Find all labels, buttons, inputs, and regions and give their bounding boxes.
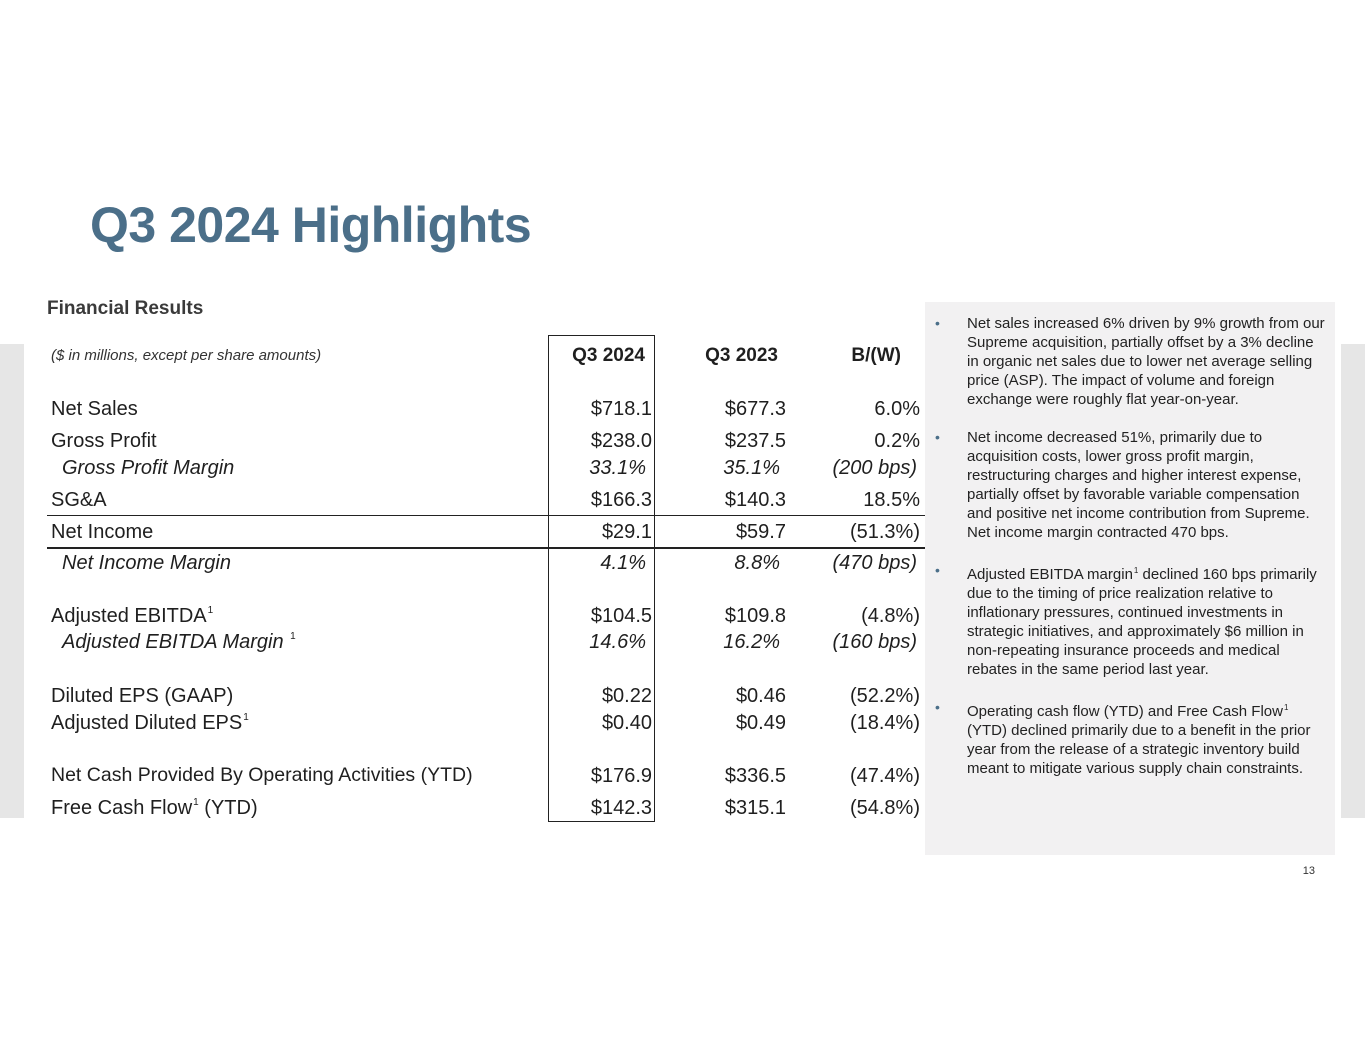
commentary-bullet-adjusted-ebitda: [967, 561, 1325, 679]
commentary-ebitda-lead: Adjusted EBITDA margin: [967, 566, 1133, 583]
diluted-eps-q3-2023: $0.46: [735, 685, 786, 707]
adjusted-diluted-eps-change: (18.4%): [849, 712, 920, 734]
row-label-net-income: Net Income: [51, 521, 154, 543]
left-decorative-band: [0, 344, 24, 818]
commentary-bullet-cash-flow: [967, 698, 1325, 778]
free-cash-flow-label-text: Free Cash Flow: [51, 797, 193, 819]
footnote-marker: 1: [1283, 703, 1289, 712]
column-header-q3-2024: Q3 2024: [572, 345, 645, 366]
row-label-gross-profit-margin: Gross Profit Margin: [62, 457, 235, 479]
net-income-margin-change: (470 bps): [832, 552, 917, 574]
net-income-q3-2023: $59.7: [735, 521, 786, 543]
net-income-top-rule: [47, 515, 925, 516]
adjusted-ebitda-margin-q3-2024: 14.6%: [589, 631, 646, 653]
net-income-bottom-rule: [47, 547, 925, 549]
units-note: ($ in millions, except per share amounts): [51, 347, 322, 364]
operating-cash-flow-change: (47.4%): [849, 765, 920, 787]
free-cash-flow-change: (54.8%): [849, 797, 920, 819]
footnote-marker: 1: [207, 605, 214, 616]
row-label-net-income-margin: Net Income Margin: [62, 552, 231, 574]
footnote-marker: 1: [243, 712, 249, 723]
free-cash-flow-q3-2023: $315.1: [724, 797, 786, 819]
section-title: Financial Results: [47, 298, 204, 319]
net-income-margin-q3-2023: 8.8%: [734, 552, 780, 574]
operating-cash-flow-q3-2024: $176.9: [590, 765, 652, 787]
adjusted-ebitda-margin-change: (160 bps): [832, 631, 917, 653]
sga-q3-2024: $166.3: [590, 489, 652, 511]
page-number: 13: [1302, 865, 1315, 877]
operating-cash-flow-q3-2023: $336.5: [724, 765, 786, 787]
commentary-ebitda-rest: declined 160 bps primarily due to the timing of price realization relative to inflationary pressures, continued investments in strategic initiatives, and approximately $6 million in non-repeating insurance proceeds and medical rebates in the same period last year.: [967, 566, 1317, 678]
adjusted-diluted-eps-q3-2024: $0.40: [601, 712, 652, 734]
gross-profit-q3-2023: $237.5: [724, 430, 786, 452]
footnote-marker: 1: [193, 797, 199, 808]
adjusted-ebitda-label-text: Adjusted EBITDA: [51, 605, 207, 627]
commentary-panel: [925, 302, 1335, 855]
column-header-q3-2023: Q3 2023: [705, 345, 778, 366]
adjusted-ebitda-margin-label-text: Adjusted EBITDA Margin: [62, 631, 284, 653]
row-label-free-cash-flow: [51, 798, 258, 818]
gross-profit-margin-q3-2023: 35.1%: [723, 457, 780, 479]
net-income-q3-2024: $29.1: [601, 521, 652, 543]
adjusted-ebitda-q3-2024: $104.5: [590, 605, 652, 627]
free-cash-flow-q3-2024: $142.3: [590, 797, 652, 819]
commentary-cash-flow-rest: (YTD) declined primarily due to a benefit in the prior year from the release of a strategic inventory build meant to mitigate various supply chain constraints.: [967, 722, 1311, 777]
net-income-margin-q3-2024: 4.1%: [600, 552, 646, 574]
commentary-bullet-net-income: • Net income decreased 51%, primarily due to acquisition costs, lower gross profit margin, restructuring charges and higher interest expense, partially offset by favorable variable compensation and positive net income contribution from Supreme. Net income margin contracted 470 bps.: [967, 428, 1325, 542]
sga-q3-2023: $140.3: [724, 489, 786, 511]
row-label-adjusted-ebitda: [51, 606, 213, 626]
commentary-bullet-list: [925, 302, 1335, 778]
gross-profit-margin-change: (200 bps): [832, 457, 917, 479]
footnote-marker: 1: [1133, 566, 1139, 575]
row-label-adjusted-ebitda-margin: [62, 632, 296, 652]
gross-profit-margin-q3-2024: 33.1%: [589, 457, 646, 479]
row-label-net-sales: Net Sales: [51, 398, 138, 420]
sga-change: 18.5%: [863, 489, 920, 511]
adjusted-ebitda-q3-2023: $109.8: [724, 605, 786, 627]
adjusted-diluted-eps-q3-2023: $0.49: [735, 712, 786, 734]
free-cash-flow-label-suffix: (YTD): [204, 797, 258, 819]
right-decorative-band: [1341, 344, 1365, 818]
net-sales-q3-2023: $677.3: [724, 398, 786, 420]
row-label-adjusted-diluted-eps: [51, 713, 249, 733]
row-label-operating-cash-flow: Net Cash Provided By Operating Activities (YTD): [51, 764, 473, 786]
footnote-marker: 1: [290, 631, 296, 642]
row-label-sga: SG&A: [51, 489, 107, 511]
diluted-eps-change: (52.2%): [849, 685, 920, 707]
net-income-change: (51.3%): [849, 521, 920, 543]
gross-profit-change: 0.2%: [874, 430, 920, 452]
diluted-eps-q3-2024: $0.22: [601, 685, 652, 707]
adjusted-ebitda-change: (4.8%): [861, 605, 920, 627]
net-sales-q3-2024: $718.1: [590, 398, 652, 420]
adjusted-diluted-eps-label-text: Adjusted Diluted EPS: [51, 712, 243, 734]
financial-results-table: [47, 335, 925, 823]
commentary-bullet-net-sales: • Net sales increased 6% driven by 9% growth from our Supreme acquisition, partially offset by a 3% decline in organic net sales due to lower net average selling price (ASP). The impact of volume and foreign exchange were roughly flat year-on-year.: [967, 314, 1325, 409]
column-header-better-worse: B/(W): [851, 345, 901, 366]
commentary-cash-flow-lead: Operating cash flow (YTD) and Free Cash Flow: [967, 703, 1283, 720]
slide-title: Q3 2024 Highlights: [90, 197, 532, 253]
row-label-gross-profit: Gross Profit: [51, 430, 157, 452]
gross-profit-q3-2024: $238.0: [590, 430, 652, 452]
adjusted-ebitda-margin-q3-2023: 16.2%: [723, 631, 780, 653]
row-label-diluted-eps: Diluted EPS (GAAP): [51, 685, 234, 707]
net-sales-change: 6.0%: [874, 398, 920, 420]
